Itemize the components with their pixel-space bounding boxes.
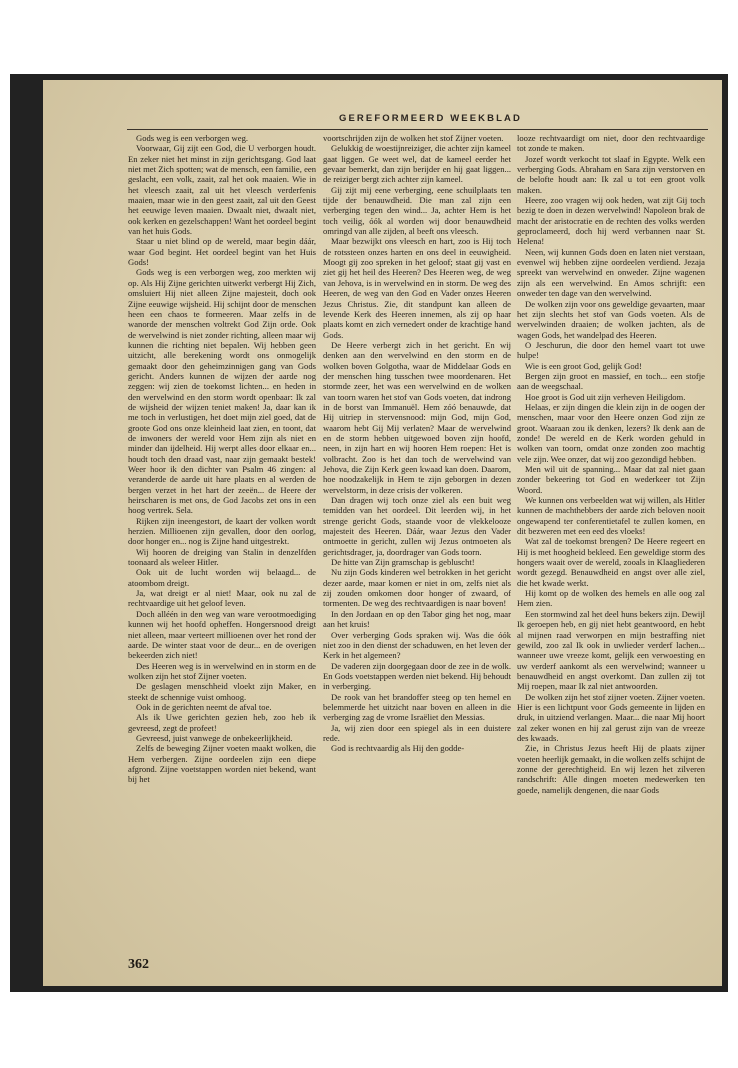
- paragraph: Gij zijt mij eene verberging, eene schuilplaats ten tijde der benauwdheid. Die man zal zijn een verberging tegen den wind... Ja, achter Hem is het toch veilig, óók al worden wij door benauwdheid omringd van alle zijden, al beeft ons vleesch.: [323, 184, 511, 237]
- paragraph: Ja, wij zien door een spiegel als in een duistere rede.: [323, 722, 511, 743]
- paragraph: We kunnen ons verbeelden wat wij willen, als Hitler kunnen de machthebbers der aarde zich beloven nooit ongewapend ter conferentietafel te zullen komen, en dit bezweren met een eed des vloeks!: [517, 495, 705, 537]
- paragraph: Rijken zijn ineengestort, de kaart der volken wordt herzien. Millioenen zijn gevallen, door den oorlog, door honger en... nog is Zijne hand uitgestrekt.: [128, 515, 316, 547]
- paragraph: Ook uit de lucht worden wij belaagd... de atoombom dreigt.: [128, 567, 316, 588]
- paragraph: Helaas, er zijn dingen die klein zijn in de oogen der menschen, maar voor den Heere onzen God zijn ze groot. Waaraan zou ik denken, lezers? Ik denk aan de zonde! De wereld en de Kerk worden gehuld in wolken van toorn, omdat onze zonden zoo machtig vele zijn. Wee onzer, dat wij zoo gezondigd hebben.: [517, 401, 705, 464]
- paragraph: Zie, in Christus Jezus heeft Hij de plaats zijner voeten heerlijk gemaakt, in die wolken zelfs schijnt de zonne der gerechtigheid. En wij lezen het zilveren randschrift: Alle dingen moeten medewerken ten goede, namelijk dengenen, die naar Gods: [517, 743, 705, 795]
- paragraph: Ja, wat dreigt er al niet! Maar, ook nu zal de rechtvaardige uit het geloof leven.: [128, 588, 316, 609]
- masthead: GEREFORMEERD WEEKBLAD: [339, 113, 522, 124]
- paragraph: In den Jordaan en op den Tabor ging het nog, maar aan het kruis!: [323, 608, 511, 630]
- paragraph: Gods weg is een verborgen weg, zoo merkten wij op. Als Hij Zijne gerichten uitwerkt verbergt Hij Zich, omsluiert Hij niet alleen Zijne majesteit, doch ook Zijne eeuwige wijsheid. Hij schijnt door de menschen heen een chaos te formeeren. Maar zelfs in de wanorde der menschen voltrekt God Zijn orde. Ook de wervelwind is niet zonder richting, alleen maar wij kunnen die richting niet bepalen. Wij hebben geen uitzicht, alle berekening wordt ons onmogelijk gemaakt door den geheimzinnigen gang van Gods gericht. Anders kunnen de wijzen der aarde nog zeggen: wij zien de toekomst lichten... en heden in den wervelwind en den storm wordt openbaar: Ik zal de wijsheid der wijzen teniet maken! Ja, daar kan ik me toch in verlustigen, het doet mijn ziel goed, dat de groote God ons onze kleinheid laat zien, en toont, dat de inwoners der wereld voor Hem zijn als niet en minder dan ijdelheid. Hij werpt alles door elkaar en... houdt toch den draad vast, naar zijn gemaakt bestek! Weer hoor ik den dichter van Psalm 46 zingen: al veranderde de aarde uit hare plaats en al werden de bergen verzet in het hart der zeeën... de Heere der heirscharen is met ons, de God Jacobs zet ons in een hoog vertrek. Sela.: [128, 267, 316, 516]
- paragraph: De Heere verbergt zich in het gericht. En wij denken aan den wervelwind en den storm en de wolken boven Golgotha, waar de Middelaar Gods en der menschen hing tusschen twee moordenaren. Het stormde zeer, het was een wervelwind en de wolken van toorn waren het stof van Gods voeten, dat indrong in de borst van Immanuël. Hem zóó benauwde, dat Hij uitriep in stervensnood: mijn God, mijn God, waarom hebt Gij Mij verlaten? Maar de wervelwind en de storm hebben uitgewoed boven zijn hoofd, neen, in zijn hart en wij hooren Hem roepen: Het is volbracht. Zoo is het dan toch de wervelwind van Jehova, die Zijn Kerk geen kwaad kan doen. Daarom, hoe noodzakelijk in Hem te zijn geborgen in dezen wervelstorm, in deze crisis der volkeren.: [323, 339, 511, 495]
- paragraph: Ook in de gerichten neemt de afval toe.: [136, 701, 272, 712]
- paragraph: Des Heeren weg is in wervelwind en in storm en de wolken zijn het stof Zijner voeten.: [128, 660, 316, 681]
- paragraph: Dan dragen wij toch onze ziel als een buit weg temidden van het oordeel. Dit leerden wij, in het strenge gericht Gods, staande voor de vlekkelooze majesteit des Heeren. Dáár, waar Jezus den Vader ontmoette in gericht, zullen wij Jezus ontmoeten als gerichtsdrager, ja, doordrager van Gods toorn.: [323, 495, 511, 557]
- text-column-2: [323, 133, 511, 955]
- page-number: 362: [128, 957, 149, 972]
- paragraph: Gods weg is een verborgen weg.: [136, 133, 249, 143]
- paragraph: Over verberging Gods spraken wij. Was die óók niet zoo in den dienst der schaduwen, en het leven der Kerk in het algemeen?: [323, 629, 511, 661]
- paragraph: O Jeschurun, die door den hemel vaart tot uwe hulpe!: [517, 339, 705, 361]
- paragraph: Wat zal de toekomst brengen? De Heere regeert en Hij is met hoogheid bekleed. Een geweldige storm des hongers waait over de wereld, zooals in Klaagliederen wordt gezegd. Benauwdheid en angst over alle ziel, die het kwade werkt.: [517, 536, 705, 588]
- paragraph: Gevreesd, juist vanwege de onbekeerlijkheid.: [136, 732, 293, 743]
- paragraph: Een stormwind zal het deel huns bekers zijn. Dewijl Ik geroepen heb, en gij niet hebt geantwoord, en hebt al mijnen raad verworpen en mijn bestraffing niet gewild, zoo zal Ik ook in uwlieder verderf lachen... wanneer uwe vreeze komt, gelijk een verwoesting en uw verderf aankomt als een wervelwind; wanneer u benauwdheid en angst overkomt. Dan zullen zij tot Mij roepen, maar Ik zal niet antwoorden.: [517, 608, 705, 692]
- paragraph: Maar bezwijkt ons vleesch en hart, zoo is Hij toch de rotssteen onzes harten en ons deel in eeuwigheid. Moogt gij zoo spreken in het geloof; staat gij vast en ziet gij het heil des Heeren? Des Heeren weg, de weg van Jehova, is in wervelwind en in storm. De weg des Heeren, de weg van den God en Vader onzes Heeren Jezus Christus. Zie, dit standpunt kan alleen de levende Kerk des Heeren innemen, als zij op haar plaats komt en zich vernedert onder de krachtige hand Gods.: [323, 236, 511, 340]
- paragraph: Gelukkig de woestijnreiziger, die achter zijn kameel gaat liggen. Ge weet wel, dat de kameel eerder het gevaar bemerkt, dan zijn berijder en hij gaat liggen... de reiziger bergt zich achter zijn kameel.: [323, 143, 511, 185]
- paragraph: Doch alléén in den weg van ware verootmoediging kunnen wij het hoofd opheffen. Hongersnood dreigt niet alleen, maar verteert millioenen over het rond der aarde. De winter staat voor de deur... en de overigen bekeerden zich niet!: [128, 608, 316, 661]
- paragraph: De hitte van Zijn gramschap is gebluscht!: [331, 557, 475, 568]
- paragraph: looze rechtvaardigt om niet, door den rechtvaardige tot zonde te maken.: [517, 133, 705, 154]
- paragraph: Nu zijn Gods kinderen wel betrokken in het gericht dezer aarde, maar komen er niet in om, zelfs niet als zij zouden omkomen door honger of zwaard, of tormenten. De weg des rechtvaardigen is naar boven!: [323, 567, 511, 609]
- paragraph: De vaderen zijn doorgegaan door de zee in de wolk. En Gods voetstappen werden niet bekend. Hij behoudt in verberging.: [323, 660, 511, 692]
- paragraph: Wij hooren de dreiging van Stalin in denzelfden toonaard als weleer Hitler.: [128, 546, 316, 568]
- paragraph: Bergen zijn groot en massief, en toch... een stofje aan de weegschaal.: [517, 370, 705, 392]
- paragraph: De geslagen menschheid vloekt zijn Maker, en steekt de schennige vuist omhoog.: [128, 681, 316, 702]
- paragraph: Als ik Uwe gerichten gezien heb, zoo heb ik gevreesd, zegt de profeet!: [128, 712, 316, 733]
- paragraph: De wolken zijn voor ons geweldige gevaarten, maar het zijn slechts het stof van Gods voeten. Als de wervelwinden draaien; de wolken jachten, als de wagen Gods, het wandelpad des Heeren.: [517, 298, 705, 340]
- paragraph: Staar u niet blind op de wereld, maar begin dáár, waar God begint. Het oordeel begint van het Huis Gods!: [128, 236, 316, 268]
- text-column-3: [517, 133, 705, 955]
- paragraph: Hoe groot is God uit zijn verheven Heiligdom.: [525, 391, 686, 402]
- paragraph: God is rechtvaardig als Hij den godde-: [331, 743, 465, 754]
- paragraph: Hij komt op de wolken des hemels en alle oog zal Hem zien.: [517, 588, 705, 609]
- text-column-1: [128, 133, 316, 955]
- paragraph: voortschrijden zijn de wolken het stof Zijner voeten.: [323, 133, 504, 143]
- paragraph: De wolken zijn het stof zijner voeten. Zijner voeten. Hier is een lichtpunt voor Gods gemeente in lijden en druk, in uitziend verlangen. Maar... die naar Mij hoort zal zeker wonen en hij zal gerust zijn van de vreeze des kwaads.: [517, 691, 705, 743]
- paragraph: Heere, zoo vragen wij ook heden, wat zijt Gij toch bezig te doen in dezen wervelwind! Napoleon brak de macht der aristocratie en de rechten des volks werden geproclameerd, doch hij werd verbannen naar St. Helena!: [517, 195, 705, 247]
- paragraph: Wie is een groot God, gelijk God!: [525, 360, 642, 371]
- header-rule: [127, 129, 708, 130]
- document-page: [43, 80, 722, 986]
- paragraph: Men wil uit de spanning... Maar dat zal niet gaan zonder bekeering tot God en wederkeer tot Zijn Woord.: [517, 464, 705, 495]
- paragraph: Neen, wij kunnen Gods doen en laten niet verstaan, evenwel wij hebben zijne oordeelen verdiend. Jezaja spreekt van wervelwind en onweder. Zijne wagenen zijn als een wervelwind. En Amos schrijft: een onweder ten dage van den wervelwind.: [517, 246, 705, 299]
- paragraph: De rook van het brandoffer steeg op ten hemel en belemmerde het uitzicht naar boven en alleen in die verberging zag de vrome Israëliet den Messias.: [323, 691, 511, 723]
- paragraph: Zelfs de beweging Zijner voeten maakt wolken, die Hem verbergen. Zijne oordeelen zijn een diepe afgrond. Zijne voetstappen worden niet bekend, want bij het: [128, 743, 316, 785]
- paragraph: Voorwaar, Gij zijt een God, die U verborgen houdt. En zeker niet het minst in zijn gerichtsgang. God laat niet met Zich spotten; wat de mensch, een familie, een geslacht, een volk, zaait, zal het ook maaien. Wie in het vleesch zaait, zal uit het vleesch verderfenis maaien, maar wie in den geest zaait, zal uit den Geest het eeuwige leven maaien. Dwaalt niet, dwaalt niet, ook kerken en gezelschappen! Want het oordeel begint van het huis Gods.: [128, 143, 316, 237]
- paragraph: Jozef wordt verkocht tot slaaf in Egypte. Welk een verberging Gods. Abraham en Sara zijn verstorven en de belofte houdt aan: Ik zal u tot een groot volk maken.: [517, 153, 705, 195]
